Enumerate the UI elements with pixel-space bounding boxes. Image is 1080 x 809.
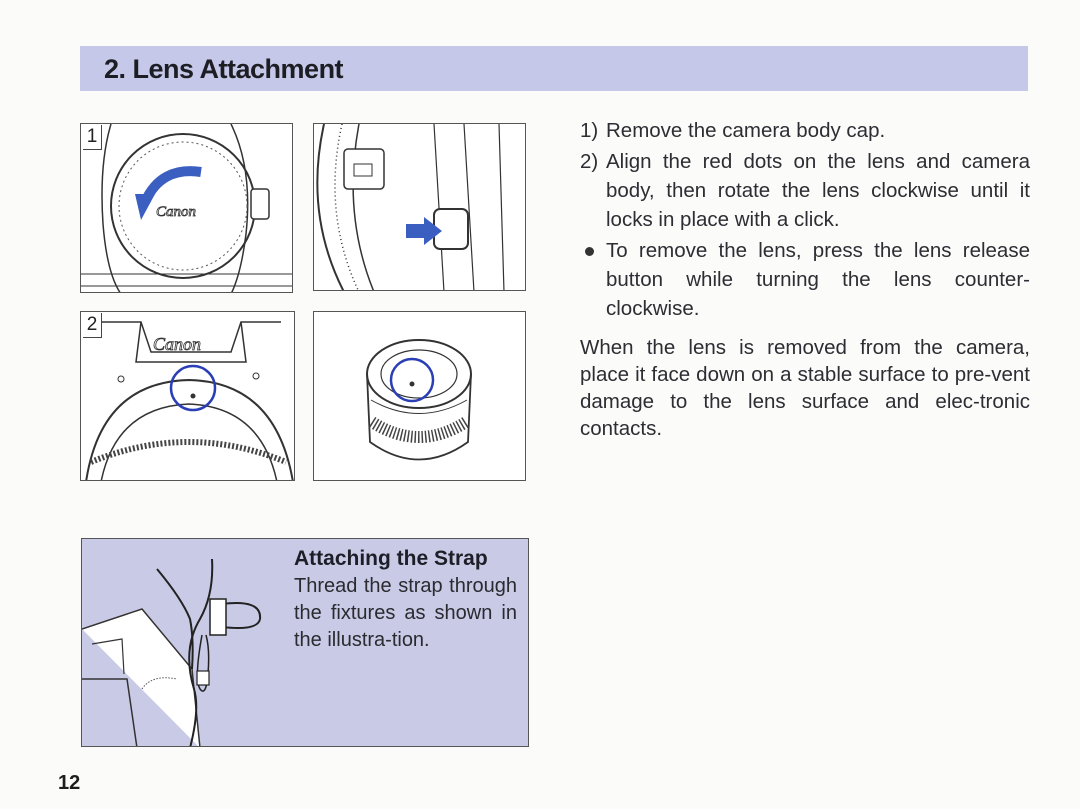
step-marker: 2) [580,150,599,173]
step-text: Align the red dots on the lens and camera body, then rotate the lens clockwise until it locks in place with a click. [606,150,1030,231]
caution-note: When the lens is removed from the camera, place it face down on a stable surface to pre-vent damage to the lens surface and elec-tronic contacts. [580,336,1030,440]
align-body-illustration [81,312,295,481]
step-1 [580,116,1030,145]
bullet-icon [585,247,594,256]
page-number: 12 [58,772,81,794]
step-marker: 1) [580,119,599,142]
figure-number: 1 [83,125,102,150]
canon-logo: Canon [156,204,197,220]
figure-align-body [80,311,295,481]
body-cap-illustration [81,124,293,293]
step-2 [580,147,1030,234]
strap-section [81,538,529,747]
instruction-steps [580,116,1030,323]
figure-lens-release [313,123,526,291]
strap-text: Thread the strap through the fixtures as shown in the illustra-tion. [294,575,517,651]
step-text: To remove the lens, press the lens release button while turning the lens counter-clockwise. [606,239,1030,320]
canon-logo: Canon [153,334,202,354]
step-text: Remove the camera body cap. [606,119,886,142]
lens-front-illustration [314,312,526,481]
figure-lens-front [313,311,526,481]
section-header [80,46,1028,91]
figure-body-cap [80,123,293,293]
strap-title: Attaching the Strap [294,547,488,570]
section-title: 2. Lens Attachment [104,54,344,84]
figure-number: 2 [83,313,102,338]
lens-release-illustration [314,124,526,291]
step-remove-lens [580,236,1030,323]
